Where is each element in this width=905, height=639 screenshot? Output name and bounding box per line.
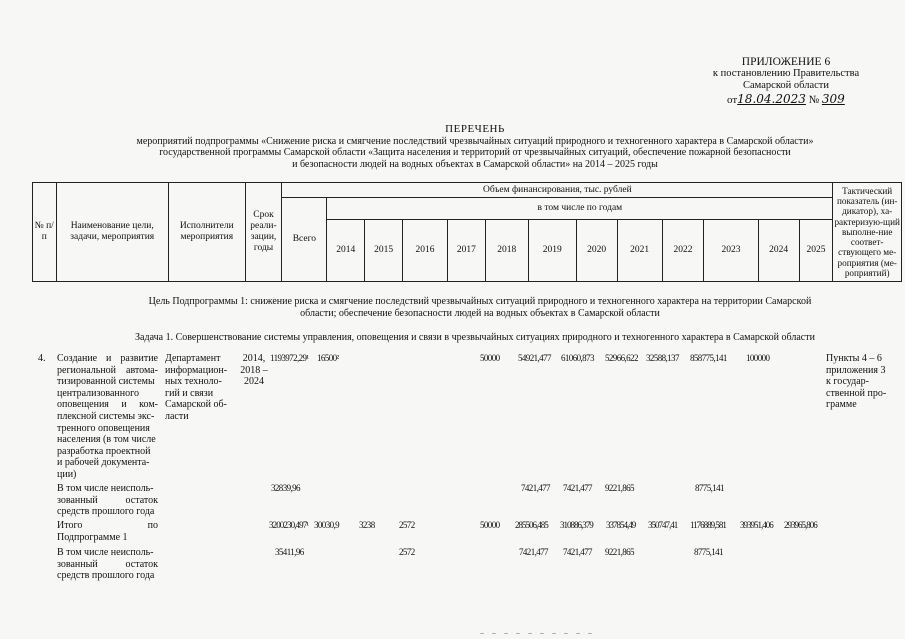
header-year: 2021 <box>617 220 662 282</box>
header-year: 2024 <box>758 220 799 282</box>
row-name <box>57 353 158 481</box>
indicator-line: Пункты 4 – 6 <box>826 353 882 364</box>
document-title <box>80 124 870 170</box>
value-2014: 16500² <box>317 353 339 363</box>
unused-2020: 7421,477 <box>563 483 592 493</box>
value-2019: 54921,477 <box>518 353 551 363</box>
name-line: В том числе неисполь- <box>57 547 154 558</box>
unused-2019: 7421,477 <box>521 483 550 493</box>
row-unused-total: 32839,96 <box>271 483 300 493</box>
value-2024: 100000 <box>746 353 770 363</box>
header-executors: Исполнители мероприятия <box>168 183 245 282</box>
header-year: 2017 <box>447 220 485 282</box>
name-line: тренного оповещения <box>57 422 150 434</box>
name-line: Подпрограмме 1 <box>57 531 128 543</box>
unused-2021: 9221,865 <box>605 483 634 493</box>
itogo-2014: 30030,9 <box>314 520 340 530</box>
header-year: 2020 <box>576 220 617 282</box>
name-line: ции) <box>57 468 77 480</box>
itogo-unused-2023: 8775,141 <box>694 547 723 557</box>
name-line: разработка проектной <box>57 445 151 457</box>
itogo-2018: 50000 <box>480 520 500 530</box>
num-value: 309 <box>821 92 845 106</box>
goal-line2: области; обеспечение безопасности людей на водных объектах в Самарской области <box>300 308 660 319</box>
name-line: В том числе неисполь- <box>57 483 154 494</box>
term-line: 2014, <box>242 353 266 364</box>
title-heading: ПЕРЕЧЕНЬ <box>445 123 505 135</box>
name-line: Создание и развитие <box>57 353 158 364</box>
annex-line3: Самарской области <box>743 80 829 91</box>
executor-line: ласти <box>165 410 189 422</box>
name-line: зованный остаток <box>57 494 158 506</box>
itogo-unused-2016: 2572 <box>399 547 415 557</box>
scan-artifact-dash: – – – – – – – – – – <box>480 628 595 637</box>
name-line: Итого по <box>57 520 158 531</box>
name-line: средств прошлого года <box>57 506 155 518</box>
indicator-line: к государ- <box>826 376 869 388</box>
header-by-years: в том числе по годам <box>327 198 833 220</box>
date-value: 18.04.2023 <box>737 92 806 106</box>
itogo-2023: 1176889,581 <box>690 520 726 530</box>
annex-title: ПРИЛОЖЕНИЕ 6 <box>741 56 831 68</box>
header-year: 2014 <box>327 220 365 282</box>
itogo-unused-2021: 9221,865 <box>605 547 634 557</box>
executor-line: ных техноло- <box>165 376 222 388</box>
row-unused-balance-name <box>57 483 158 518</box>
name-line: плексной системы экс- <box>57 410 155 422</box>
header-num: № п/п <box>33 183 57 282</box>
num-prefix: № <box>808 94 820 106</box>
header-year: 2015 <box>365 220 403 282</box>
value-2022: 32588,137 <box>646 353 679 363</box>
header-total: Всего <box>282 198 327 282</box>
executor-line: гий и связи <box>165 387 214 399</box>
header-indicator: Тактический показатель (ин-дикатор), ха-рактеризую-щий выполне-ние соответ-ствующего ме-роприятия (ме-роприятий) <box>833 183 902 282</box>
unused-2023: 8775,141 <box>695 483 724 493</box>
value-2021: 52966,622 <box>605 353 638 363</box>
goal-text <box>120 296 840 320</box>
indicator-line: грамме <box>826 399 857 411</box>
itogo-unused-2019: 7421,477 <box>519 547 548 557</box>
name-line: зованный остаток <box>57 558 158 570</box>
header-year: 2018 <box>485 220 528 282</box>
title-line1: мероприятий подпрограммы «Снижение риска и смягчение последствий чрезвычайных ситуаций природного и техногенного характера в Самарской области» <box>136 135 814 147</box>
title-line2: государственной программы Самарской области «Защита населения и территорий от чрезвычайных ситуаций, обеспечение пожарной безопасности <box>159 147 791 158</box>
itogo-2021: 337854,49 <box>606 520 636 530</box>
itogo-2019: 285506,485 <box>515 520 548 530</box>
executor-line: Самарской об- <box>165 399 227 411</box>
itogo-2025: 293965,806 <box>784 520 817 530</box>
date-prefix: от <box>727 94 738 106</box>
goal-line1: Цель Подпрограммы 1: снижение риска и смягчение последствий чрезвычайных ситуаций природного и техногенного характера на территории Самарской <box>148 296 812 307</box>
name-line: региональной автома- <box>57 364 158 376</box>
value-2018: 50000 <box>480 353 500 363</box>
name-line: централизованного <box>57 387 139 399</box>
header-year: 2025 <box>799 220 833 282</box>
header-year: 2016 <box>402 220 447 282</box>
name-line: оповещения и ком- <box>57 399 158 411</box>
row-term <box>239 353 269 388</box>
name-line: и рабочей документа- <box>57 457 150 469</box>
itogo-unused-total: 35411,96 <box>275 547 304 557</box>
row-itogo-unused-name <box>57 547 158 582</box>
row-total: 1193972,29¹ <box>270 353 309 363</box>
executor-line: информацион- <box>165 364 228 376</box>
header-term: Срок реали-зации, годы <box>245 183 282 282</box>
annex-date-number <box>727 92 845 106</box>
name-line: средств прошлого года <box>57 570 155 582</box>
annex-line2: к постановлению Правительства <box>712 68 860 79</box>
name-line: населения (в том числе <box>57 434 156 446</box>
itogo-2016: 2572 <box>399 520 415 530</box>
term-line: 2024 <box>244 376 264 388</box>
itogo-2015: 3238 <box>359 520 375 530</box>
header-year: 2019 <box>528 220 576 282</box>
title-line3: и безопасности людей на водных объектах в Самарской области» на 2014 – 2025 годы <box>292 158 658 170</box>
itogo-2024: 393951,406 <box>740 520 773 530</box>
executor-line: Департамент <box>165 353 221 364</box>
value-2023: 858775,141 <box>690 353 727 363</box>
header-table <box>32 182 902 282</box>
value-2020: 61060,873 <box>561 353 594 363</box>
row-executor <box>165 353 237 423</box>
header-funding: Объем финансирования, тыс. рублей <box>282 183 833 198</box>
indicator-line: приложения 3 <box>826 364 886 376</box>
itogo-2020: 310886,379 <box>560 520 593 530</box>
header-name: Наименование цели, задачи, мероприятия <box>56 183 168 282</box>
term-line: 2018 – <box>240 364 268 376</box>
itogo-total: 3200230,497¹ <box>269 520 309 530</box>
header-year: 2022 <box>662 220 704 282</box>
header-year: 2023 <box>704 220 758 282</box>
task-text: Задача 1. Совершенствование системы управления, оповещения и связи в чрезвычайных ситуациях природного и техногенного характера в Самарской области <box>135 332 815 343</box>
annex-block <box>701 56 871 92</box>
row-indicator <box>826 353 898 411</box>
itogo-unused-2020: 7421,477 <box>563 547 592 557</box>
row-itogo-name <box>57 520 158 543</box>
row-number: 4. <box>38 353 46 364</box>
indicator-line: ственной про- <box>826 387 887 399</box>
name-line: тизированной системы <box>57 376 155 388</box>
itogo-2022: 350747,41 <box>648 520 678 530</box>
